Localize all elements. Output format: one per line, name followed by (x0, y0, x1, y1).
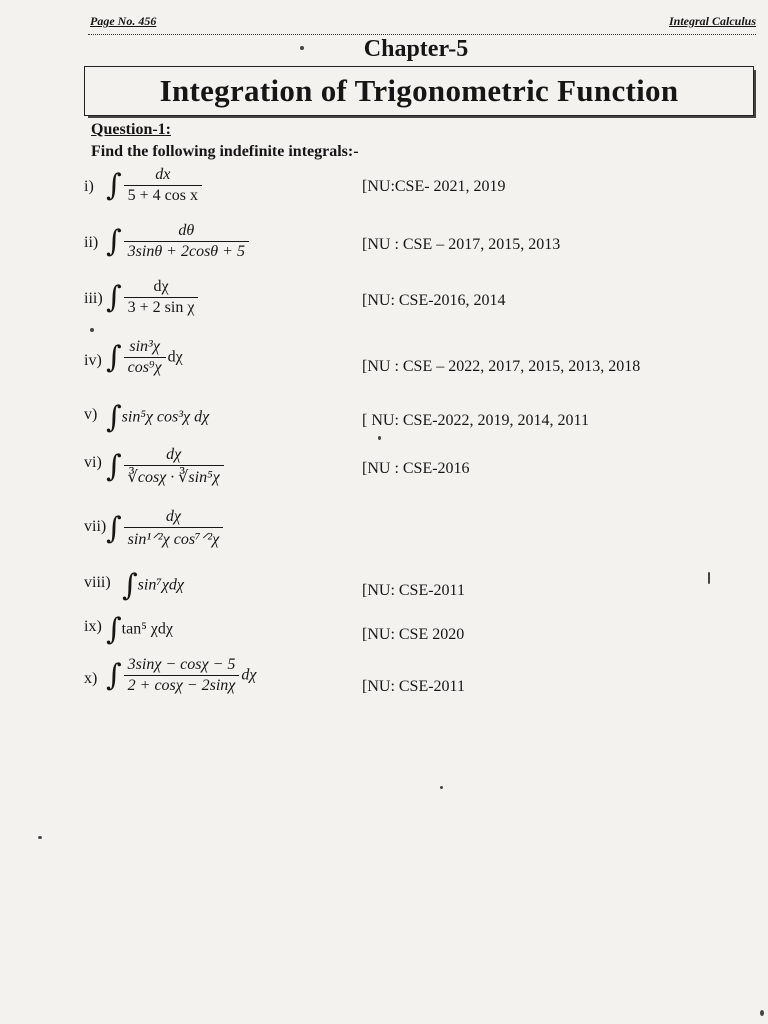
numerator: dχ (166, 446, 182, 463)
denominator: 3sinθ + 2cosθ + 5 (124, 241, 249, 261)
scan-speck (300, 46, 304, 50)
denominator: 5 + 4 cos x (124, 185, 202, 205)
numerator: sin³χ (129, 338, 160, 355)
exam-reference: [NU: CSE-2011 (362, 678, 465, 695)
denominator: 3 + 2 sin χ (124, 297, 199, 317)
integral-expression (106, 338, 183, 377)
numerator: dx (155, 166, 171, 183)
integral-expression (106, 656, 256, 695)
exam-reference: [NU: CSE-2016, 2014 (362, 292, 506, 309)
numerator: dθ (178, 222, 195, 239)
integral-sign: ∫ (106, 340, 122, 375)
exam-reference: [NU: CSE-2011 (362, 582, 465, 599)
numerator: dχ (165, 508, 181, 525)
item-numeral: ii) (84, 234, 99, 251)
fraction (124, 656, 240, 695)
denominator: cos⁹χ (124, 357, 166, 377)
exam-reference: [NU:CSE- 2021, 2019 (362, 178, 506, 195)
integral-expression (106, 508, 225, 549)
item-numeral: vii) (84, 518, 107, 535)
numerator: 3sinχ − cosχ − 5 (127, 656, 236, 673)
scan-speck (760, 1010, 764, 1016)
exam-reference: [NU : CSE – 2022, 2017, 2015, 2013, 2018 (362, 358, 641, 375)
exam-reference: [ NU: CSE-2022, 2019, 2014, 2011 (362, 412, 589, 429)
item-numeral: ix) (84, 618, 102, 635)
integral-sign: ∫ (106, 224, 122, 259)
integral-expression (106, 612, 173, 647)
fraction (124, 446, 224, 487)
item-numeral: iv) (84, 352, 102, 369)
integral-sign: ∫ (106, 400, 122, 435)
running-subject: Integral Calculus (668, 14, 756, 28)
item-numeral: i) (84, 178, 94, 195)
scan-speck (90, 328, 94, 332)
chapter-heading: Chapter-5 (363, 36, 469, 62)
integrand: sin⁵χ cos³χ dχ (121, 408, 210, 426)
scan-speck (38, 836, 42, 839)
fraction (124, 166, 202, 205)
exam-reference: [NU: CSE 2020 (362, 626, 465, 643)
page-number: Page No. 456 (90, 14, 157, 28)
exam-reference: [NU : CSE-2016 (362, 460, 470, 477)
title-box (84, 66, 754, 116)
integral-expression (106, 446, 226, 487)
integral-expression (106, 166, 204, 205)
integral-expression (106, 400, 209, 435)
integral-expression (106, 278, 200, 317)
integral-expression (122, 568, 184, 603)
scan-speck (708, 572, 710, 584)
integral-sign: ∫ (106, 658, 122, 693)
integral-sign: ∫ (106, 511, 122, 546)
denominator: ∛cosχ · ∛sin⁵χ (124, 465, 224, 487)
integral-sign: ∫ (106, 449, 122, 484)
running-header (88, 10, 756, 35)
integral-sign: ∫ (106, 280, 122, 315)
instruction-text: Find the following indefinite integrals:- (91, 143, 359, 160)
chapter-title: Integration of Trigonometric Function (159, 73, 679, 108)
differential: dχ (167, 348, 183, 366)
item-numeral: vi) (84, 454, 102, 471)
numerator: dχ (153, 278, 169, 295)
denominator: 2 + cosχ − 2sinχ (124, 675, 240, 695)
integral-sign: ∫ (106, 168, 122, 203)
integral-sign: ∫ (106, 612, 122, 647)
integrand: sin⁷χdχ (137, 576, 184, 594)
integral-expression (106, 222, 251, 261)
exam-reference: [NU : CSE – 2017, 2015, 2013 (362, 236, 561, 253)
denominator: sin¹ᐟ²χ cos⁷ᐟ²χ (124, 527, 224, 549)
item-numeral: v) (84, 406, 98, 423)
scan-speck (378, 436, 381, 440)
integrand: tan⁵ χdχ (121, 620, 173, 638)
fraction (124, 338, 166, 377)
integral-sign: ∫ (122, 568, 138, 603)
item-numeral: viii) (84, 574, 111, 591)
question-label: Question-1: (91, 121, 171, 138)
fraction (124, 222, 249, 261)
differential: dχ (241, 666, 257, 684)
fraction (124, 278, 199, 317)
item-numeral: x) (84, 670, 98, 687)
fraction (124, 508, 224, 549)
scan-speck (440, 786, 443, 789)
item-numeral: iii) (84, 290, 103, 307)
